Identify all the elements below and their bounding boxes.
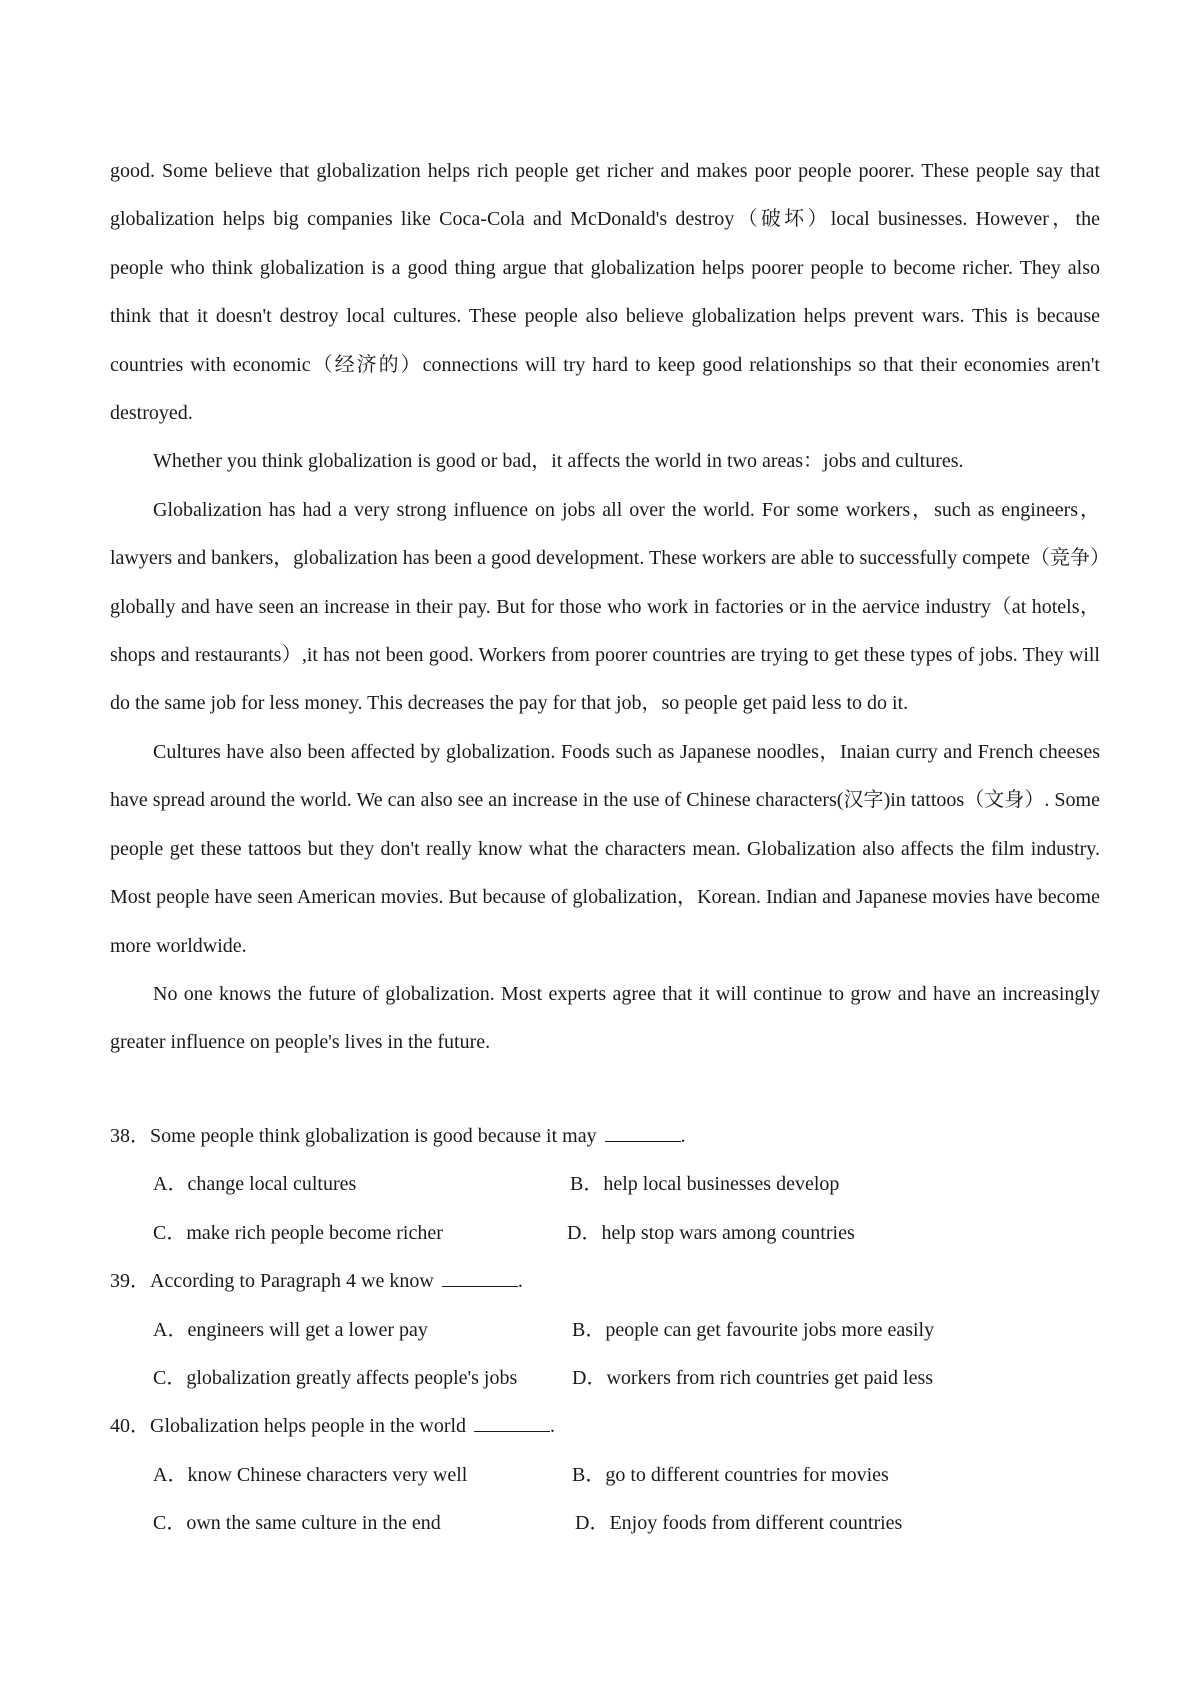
option-38-c[interactable] — [153, 1209, 443, 1257]
option-text: know Chinese characters very well — [187, 1463, 468, 1486]
option-text: help local businesses develop — [603, 1173, 840, 1196]
question-39-options-row-1 — [110, 1306, 1100, 1354]
question-text: According to Paragraph 4 we know — [150, 1270, 434, 1293]
option-letter: A． — [153, 1318, 188, 1341]
question-end: . — [550, 1415, 556, 1438]
option-letter: B． — [572, 1463, 606, 1486]
question-40-stem — [110, 1402, 1100, 1450]
question-40-options-row-2 — [110, 1499, 1100, 1547]
option-letter: A． — [153, 1173, 188, 1196]
reading-passage — [110, 147, 1100, 1067]
answer-blank — [442, 1285, 518, 1287]
question-39-options-row-2 — [110, 1354, 1100, 1402]
option-39-b[interactable] — [572, 1306, 934, 1354]
option-40-c[interactable] — [153, 1499, 441, 1547]
option-letter: D． — [567, 1221, 602, 1244]
option-40-d[interactable] — [575, 1499, 902, 1547]
question-text: Some people think globalization is good because it may — [150, 1125, 597, 1147]
option-text: change local cultures — [187, 1173, 357, 1196]
option-text: engineers will get a lower pay — [187, 1318, 428, 1341]
option-40-a[interactable] — [153, 1451, 467, 1499]
option-text: make rich people become richer — [186, 1221, 443, 1244]
option-39-c[interactable] — [153, 1354, 517, 1402]
question-40-options-row-1 — [110, 1451, 1100, 1499]
passage-paragraph-3: Globalization has had a very strong influence on jobs all over the world. For some workers，such as engineers，lawyers and bankers，globalization has been a good development. These workers are able to successfully compete（竞争）globally and have seen an increase in their pay. But for those who work in factories or in the aervice industry（at hotels，shops and restaurants）,it has not been good. Workers from poorer countries are trying to get these types of jobs. They will do the same job for less money. This decreases the pay for that job，so people get paid less to do it. — [110, 498, 1100, 715]
question-end: . — [517, 1270, 523, 1293]
question-38-stem — [110, 1112, 1100, 1160]
question-39-stem — [110, 1257, 1100, 1305]
option-text: Enjoy foods from different countries — [609, 1512, 903, 1535]
option-38-b[interactable] — [570, 1160, 839, 1208]
option-text: own the same culture in the end — [186, 1512, 441, 1535]
option-letter: D． — [575, 1512, 610, 1535]
passage-paragraph-5: No one knows the future of globalization. Most experts agree that it will continue to grow and have an increasingly greater influence on people's lives in the future. — [110, 982, 1100, 1054]
answer-blank — [605, 1140, 681, 1142]
option-letter: C． — [153, 1221, 187, 1244]
option-letter: D． — [572, 1366, 607, 1389]
question-number: 39． — [110, 1270, 150, 1293]
option-text: workers from rich countries get paid less — [606, 1366, 934, 1389]
option-text: help stop wars among countries — [601, 1221, 855, 1244]
option-text: globalization greatly affects people's jobs — [186, 1366, 518, 1389]
option-letter: B． — [572, 1318, 606, 1341]
answer-blank — [474, 1430, 550, 1432]
question-number: 40． — [110, 1415, 150, 1438]
option-text: go to different countries for movies — [605, 1463, 889, 1486]
passage-paragraph-2: Whether you think globalization is good or bad，it affects the world in two areas：jobs and cultures. — [153, 450, 964, 473]
option-40-b[interactable] — [572, 1451, 889, 1499]
option-letter: C． — [153, 1366, 187, 1389]
option-letter: B． — [570, 1173, 604, 1196]
passage-paragraph-1: good. Some believe that globalization helps rich people get richer and makes poor people poorer. These people say that globalization helps big companies like Coca-Cola and McDonald's destroy（破坏）local businesses. However，the people who think globalization is a good thing argue that globalization helps poorer people to become richer. They also think that it doesn't destroy local cultures. These people also believe globalization helps prevent wars. This is because countries with economic（经济的）connections will try hard to keep good relationships so that their economies aren't destroyed. — [110, 160, 1100, 425]
option-38-a[interactable] — [153, 1160, 356, 1208]
option-39-d[interactable] — [572, 1354, 933, 1402]
option-38-d[interactable] — [567, 1209, 855, 1257]
question-text: Globalization helps people in the world — [150, 1415, 467, 1438]
question-list — [110, 1112, 1100, 1548]
option-letter: C． — [153, 1512, 187, 1535]
option-letter: A． — [153, 1463, 188, 1486]
passage-paragraph-4: Cultures have also been affected by globalization. Foods such as Japanese noodles，Inaian curry and French cheeses have spread around the world. We can also see an increase in the use of Chinese characters(汉字)in tattoos（文身）. Some people get these tattoos but they don't really know what the characters mean. Globalization also affects the film industry. Most people have seen American movies. But because of globalization，Korean. Indian and Japanese movies have become more worldwide. — [110, 740, 1100, 957]
question-38-options-row-1 — [110, 1160, 1100, 1208]
question-38-options-row-2 — [110, 1209, 1100, 1257]
question-end: . — [680, 1125, 686, 1147]
option-text: people can get favourite jobs more easily — [605, 1318, 935, 1341]
option-39-a[interactable] — [153, 1306, 428, 1354]
question-number: 38． — [110, 1125, 150, 1147]
